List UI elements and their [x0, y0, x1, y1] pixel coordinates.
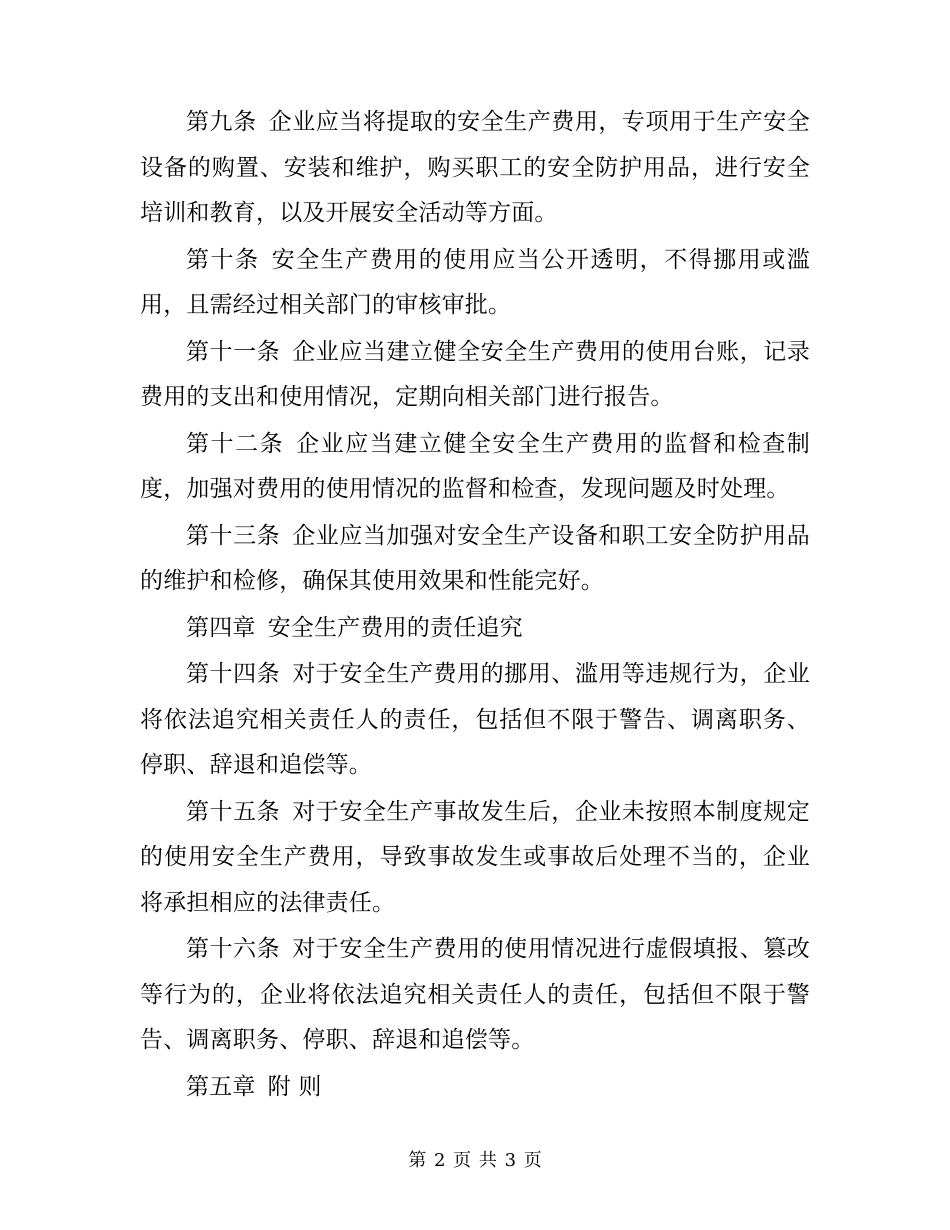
article-15 [140, 790, 810, 927]
chapter-title: 安全生产费用的责任追究 [267, 614, 523, 641]
article-9 [140, 100, 810, 237]
article-text: 企业应当加强对安全生产设备和职工安全防护用品的维护和检修，确保其使用效果和性能完好。 [140, 522, 810, 594]
article-text: 对于安全生产费用的挪用、滥用等违规行为，企业将依法追究相关责任人的责任，包括但不限于警告、调离职务、停职、辞退和追偿等。 [140, 661, 810, 778]
chapter-number: 第五章 [186, 1073, 256, 1100]
chapter-title: 附 则 [267, 1073, 322, 1100]
article-number: 第九条 [186, 109, 257, 135]
chapter-4-heading [140, 606, 810, 652]
article-text: 对于安全生产事故发生后，企业未按照本制度规定的使用安全生产费用，导致事故发生或事故后处理不当的，企业将承担相应的法律责任。 [140, 798, 810, 916]
article-16 [140, 927, 810, 1064]
article-number: 第十四条 [186, 661, 281, 687]
article-number: 第十条 [186, 246, 260, 273]
article-11 [140, 330, 810, 421]
article-text: 企业应当建立健全安全生产费用的使用台账，记录费用的支出和使用情况，定期向相关部门进行报告。 [140, 338, 810, 410]
chapter-number: 第四章 [186, 614, 256, 641]
article-10 [140, 238, 810, 329]
article-number: 第十三条 [186, 522, 281, 549]
article-number: 第十二条 [186, 430, 285, 457]
chapter-5-heading [140, 1065, 810, 1111]
document-body [140, 100, 810, 1111]
page-number-footer: 第 2 页 共 3 页 [408, 1150, 542, 1171]
article-text: 安全生产费用的使用应当公开透明，不得挪用或滥用，且需经过相关部门的审核审批。 [140, 246, 810, 318]
article-13 [140, 514, 810, 605]
article-number: 第十五条 [186, 798, 281, 825]
article-number: 第十一条 [186, 338, 281, 365]
article-text: 对于安全生产费用的使用情况进行虚假填报、篡改等行为的，企业将依法追究相关责任人的责任，包括但不限于警告、调离职务、停职、辞退和追偿等。 [140, 936, 810, 1053]
article-text: 企业应当将提取的安全生产费用，专项用于生产安全设备的购置、安装和维护，购买职工的安全防护用品，进行安全培训和教育，以及开展安全活动等方面。 [140, 109, 810, 226]
article-12 [140, 422, 810, 513]
article-number: 第十六条 [186, 936, 281, 962]
article-14 [140, 652, 810, 789]
article-text: 企业应当建立健全安全生产费用的监督和检查制度，加强对费用的使用情况的监督和检查，发现问题及时处理。 [140, 430, 810, 502]
